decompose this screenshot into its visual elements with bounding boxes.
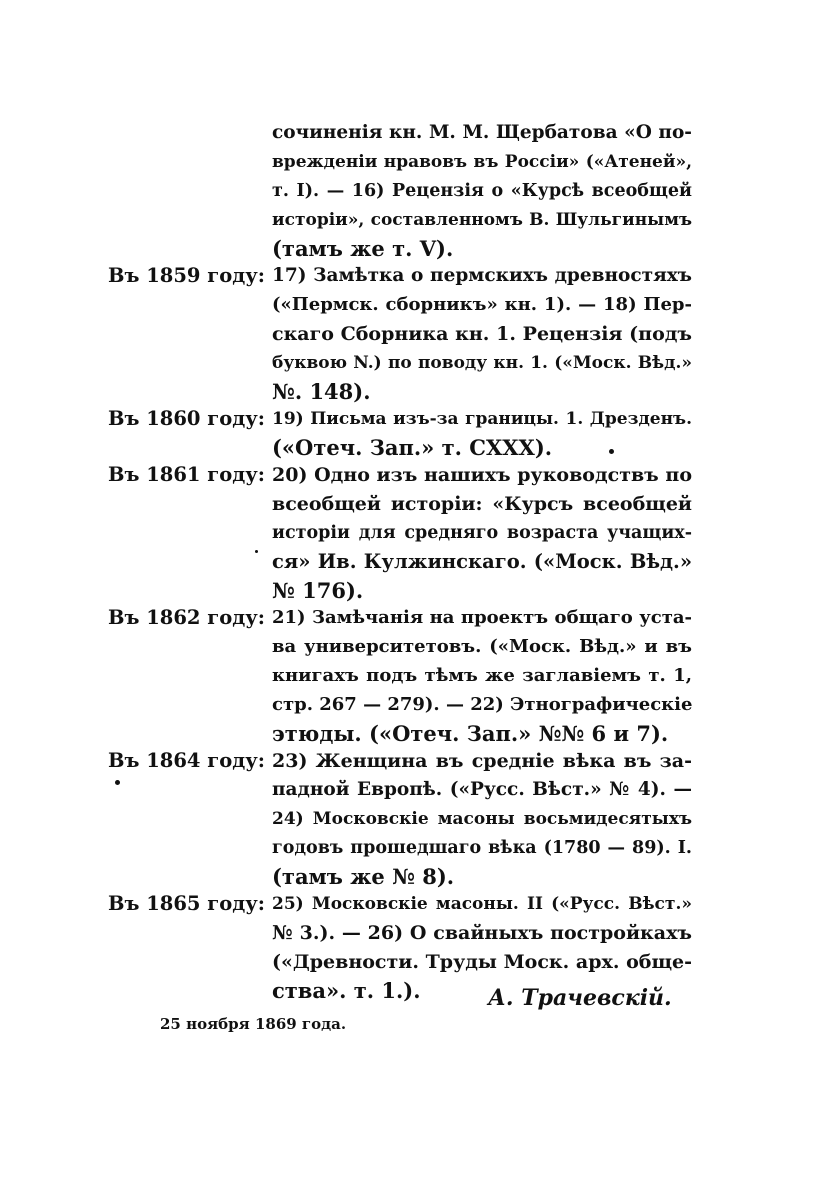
intro-line: исторіи», составленномъ В. Шульгинымъ xyxy=(272,210,692,230)
entry-year-1862: Въ 1862 году: xyxy=(108,606,265,629)
entry-line: книгахъ подъ тѣмъ же заглавіемъ т. 1, xyxy=(272,665,692,686)
entry-line: № 176). xyxy=(272,578,364,603)
intro-line: (тамъ же т. V). xyxy=(272,236,454,261)
entry-year-1860: Въ 1860 году: xyxy=(108,407,265,430)
entry-line: №. 148). xyxy=(272,379,371,404)
entry-line: («Отеч. Зап.» т. CXXX). xyxy=(272,435,553,460)
entry-line: («Пермск. сборникъ» кн. 1). — 18) Пер- xyxy=(272,294,692,315)
intro-line: т. I). — 16) Рецензія о «Курсѣ всеобщей xyxy=(272,181,692,201)
entry-line: годовъ прошедшаго вѣка (1780 — 89). I. xyxy=(272,838,692,858)
signature: А. Трачевскій. xyxy=(488,985,672,1011)
ink-speck xyxy=(115,780,120,785)
entry-line: 24) Московскіе масоны восьмидесятыхъ xyxy=(272,809,692,829)
entry-line: буквою N.) по поводу кн. 1. («Моск. Вѣд.» xyxy=(272,353,692,373)
entry-line: падной Европѣ. («Русс. Вѣст.» № 4). — xyxy=(272,779,692,800)
entry-line: 19) Письма изъ-за границы. 1. Дрезденъ. xyxy=(272,409,692,429)
entry-line: 25) Московскіе масоны. II («Русс. Вѣст.» xyxy=(272,894,692,914)
entry-line: стр. 267 — 279). — 22) Этнографическіе xyxy=(272,694,693,715)
intro-line: врежденіи нравовъ въ Россіи» («Атеней», xyxy=(272,152,692,172)
entry-line: ва университетовъ. («Моск. Вѣд.» и въ xyxy=(272,636,692,657)
intro-line: сочиненія кн. М. М. Щербатова «О по- xyxy=(272,122,692,143)
entry-year-1859: Въ 1859 году: xyxy=(108,264,265,287)
entry-line: скаго Сборника кн. 1. Рецензія (подъ xyxy=(272,323,692,345)
entry-line: № 3.). — 26) О свайныхъ постройкахъ xyxy=(272,922,692,944)
entry-line: 20) Одно изъ нашихъ руководствъ по xyxy=(272,464,692,486)
ink-speck xyxy=(609,449,614,454)
ink-speck xyxy=(255,550,258,553)
entry-line: («Древности. Труды Моск. арх. обще- xyxy=(272,951,692,973)
entry-line: 21) Замѣчанія на проектъ общаго уста- xyxy=(272,607,692,628)
entry-line: 17) Замѣтка о пермскихъ древностяхъ xyxy=(272,265,692,286)
entry-year-1861: Въ 1861 году: xyxy=(108,463,265,486)
entry-line: 23) Женщина въ средніе вѣка въ за- xyxy=(272,750,692,772)
document-date: 25 ноября 1869 года. xyxy=(160,1015,347,1033)
entry-line: (тамъ же № 8). xyxy=(272,864,455,889)
entry-line: ства». т. 1.). xyxy=(272,978,421,1003)
entry-line: исторіи для средняго возраста учащих- xyxy=(272,523,692,543)
entry-year-1864: Въ 1864 году: xyxy=(108,749,265,772)
entry-line: ся» Ив. Кулжинскаго. («Моск. Вѣд.» xyxy=(272,550,692,573)
entry-year-1865: Въ 1865 году: xyxy=(108,892,265,915)
entry-line: этюды. («Отеч. Зап.» №№ 6 и 7). xyxy=(272,721,669,746)
entry-line: всеобщей исторіи: «Курсъ всеобщей xyxy=(272,493,692,515)
